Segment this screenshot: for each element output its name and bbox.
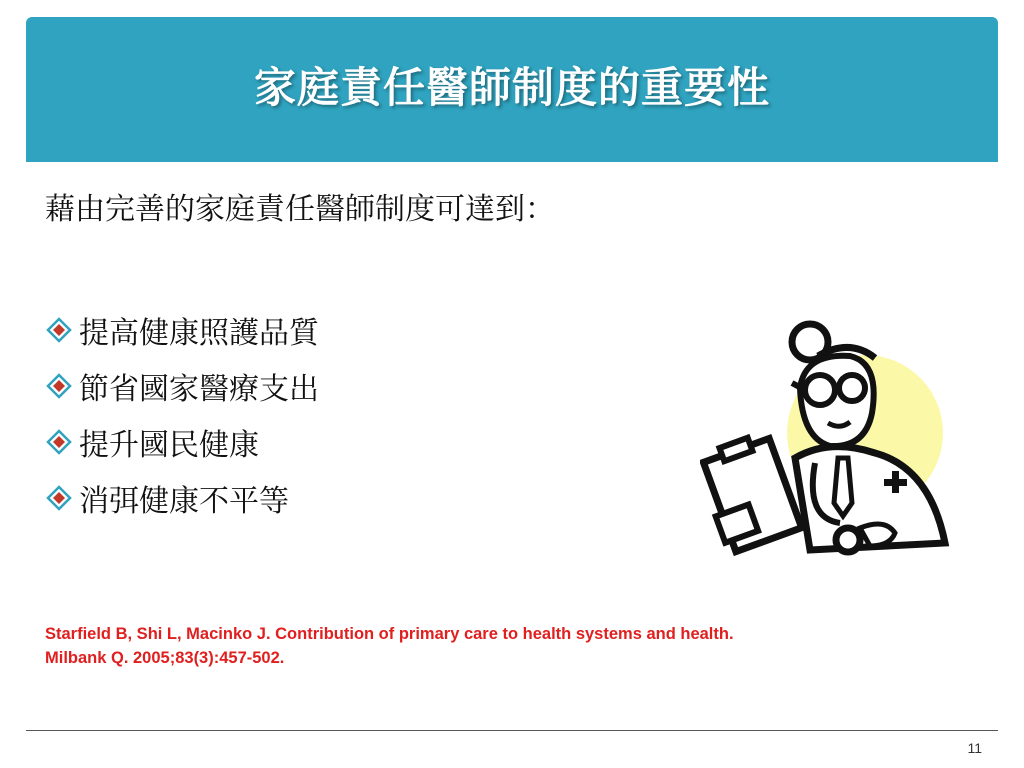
citation (45, 622, 985, 670)
bullet-label: 提升國民健康 (79, 428, 259, 463)
diamond-bullet-icon (45, 372, 73, 400)
doctor-clipart-icon (700, 318, 960, 558)
diamond-bullet-icon (45, 428, 73, 456)
citation-line-1: Starfield B, Shi L, Macinko J. Contribution of primary care to health systems and health. (45, 625, 734, 643)
bullet-item (45, 414, 319, 470)
bullet-item (45, 358, 319, 414)
bullet-list (45, 302, 319, 526)
bullet-item (45, 302, 319, 358)
title-bar (26, 17, 998, 162)
bullet-label: 節省國家醫療支出 (79, 372, 319, 407)
page-number: 11 (967, 740, 982, 756)
bullet-label: 提高健康照護品質 (79, 316, 319, 351)
diamond-bullet-icon (45, 484, 73, 512)
diamond-bullet-icon (45, 316, 73, 344)
bullet-label: 消弭健康不平等 (79, 484, 289, 519)
intro-text: 藉由完善的家庭責任醫師制度可達到： (45, 192, 555, 227)
footer-divider (26, 730, 998, 731)
slide-title: 家庭責任醫師制度的重要性 (253, 62, 770, 112)
bullet-item (45, 470, 319, 526)
citation-line-2: Milbank Q. 2005;83(3):457-502. (45, 649, 285, 667)
